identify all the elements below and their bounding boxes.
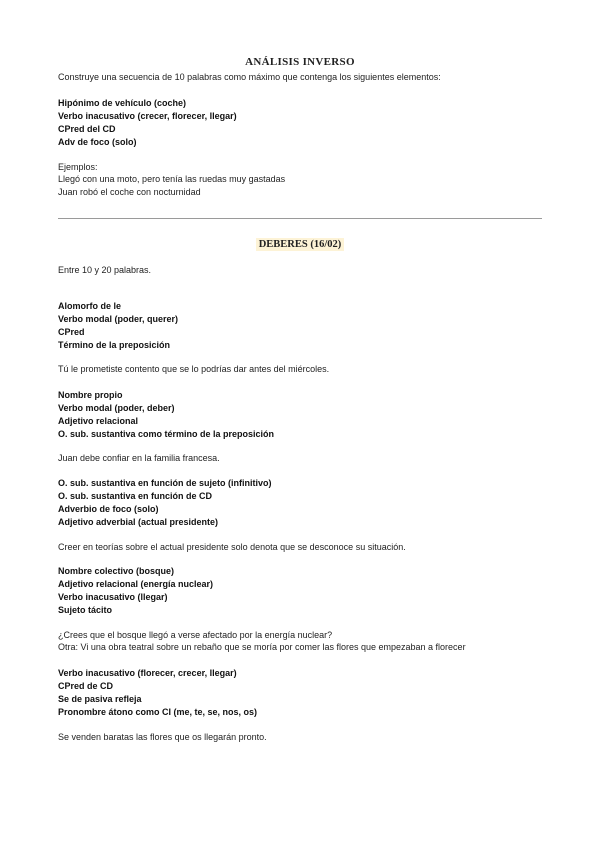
- element-item: Adjetivo relacional: [58, 416, 139, 426]
- element-item: Adjetivo relacional (energía nuclear): [58, 579, 214, 589]
- element-item: Verbo inacusativo (llegar): [58, 592, 168, 602]
- element-item: Se de pasiva refleja: [58, 694, 142, 704]
- element-item: Término de la preposición: [58, 340, 171, 350]
- element-item: CPred: [58, 327, 85, 337]
- horizontal-divider: [58, 218, 542, 219]
- example-sentence: Llegó con una moto, pero tenía las ruedas muy gastadas: [58, 174, 286, 184]
- section-title-wrapper: [58, 234, 542, 252]
- section-intro: Construye una secuencia de 10 palabras como máximo que contenga los siguientes elementos:: [58, 72, 441, 82]
- element-item: O. sub. sustantiva en función de CD: [58, 491, 213, 501]
- element-item: Verbo modal (poder, deber): [58, 403, 175, 413]
- answer-sentence: ¿Crees que el bosque llegó a verse afectado por la energía nuclear?: [58, 630, 333, 640]
- element-item: CPred de CD: [58, 681, 114, 691]
- section-title-analisis-inverso: ANÁLISIS INVERSO: [245, 56, 355, 68]
- answer-sentence: Tú le prometiste contento que se lo podrías dar antes del miércoles.: [58, 364, 330, 374]
- element-item: Adv de foco (solo): [58, 137, 137, 147]
- element-item: Verbo inacusativo (crecer, florecer, llegar): [58, 111, 237, 121]
- element-item: Alomorfo de le: [58, 301, 122, 311]
- answer-sentence: Se venden baratas las flores que os llegarán pronto.: [58, 732, 267, 742]
- element-item: Adjetivo adverbial (actual presidente): [58, 517, 219, 527]
- answer-sentence: Otra: Vi una obra teatral sobre un rebaño que se moría por comer las flores que empezaban a florecer: [58, 642, 466, 652]
- element-item: Nombre colectivo (bosque): [58, 566, 175, 576]
- example-sentence: Juan robó el coche con nocturnidad: [58, 187, 201, 197]
- element-item: Hipónimo de vehículo (coche): [58, 98, 187, 108]
- element-item: O. sub. sustantiva como término de la preposición: [58, 429, 275, 439]
- element-item: Verbo inacusativo (florecer, crecer, llegar): [58, 668, 237, 678]
- answer-sentence: Juan debe confiar en la familia francesa.: [58, 453, 220, 463]
- element-item: Verbo modal (poder, querer): [58, 314, 179, 324]
- section-title-deberes: DEBERES (16/02): [256, 238, 345, 251]
- element-item: Pronombre átono como CI (me, te, se, nos, os): [58, 707, 258, 717]
- element-item: Nombre propio: [58, 390, 123, 400]
- element-item: Adverbio de foco (solo): [58, 504, 159, 514]
- element-item: Sujeto tácito: [58, 605, 113, 615]
- answer-sentence: Creer en teorías sobre el actual presidente solo denota que se desconoce su situación.: [58, 542, 406, 552]
- examples-label: Ejemplos:: [58, 162, 98, 172]
- element-item: CPred del CD: [58, 124, 116, 134]
- element-item: O. sub. sustantiva en función de sujeto (infinitivo): [58, 478, 272, 488]
- section-intro: Entre 10 y 20 palabras.: [58, 265, 152, 275]
